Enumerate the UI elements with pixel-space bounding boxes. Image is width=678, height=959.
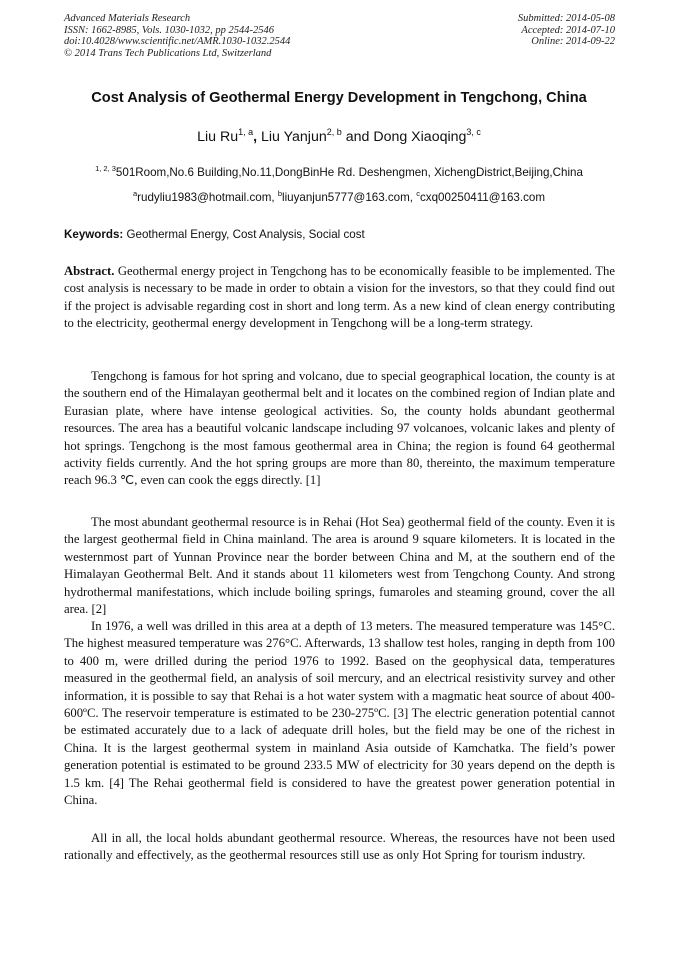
body-paragraph-3 <box>64 618 615 809</box>
journal-name: Advanced Materials Research <box>64 13 191 24</box>
author-2-affil: 2, b <box>326 127 342 137</box>
doi-line: doi:10.4028/www.scientific.net/AMR.1030-1032.2544 <box>64 36 291 48</box>
journal-info <box>64 13 290 59</box>
email-a: rudyliu1983@hotmail.com, <box>137 191 278 204</box>
email-b-marker: b <box>277 189 282 198</box>
email-a-marker: a <box>133 189 138 198</box>
author-1-name: Liu Ru <box>197 129 239 145</box>
email-b: liuyanjun5777@163.com, <box>282 191 417 204</box>
paper-title: Cost Analysis of Geothermal Energy Development in Tengchong, China <box>91 90 587 106</box>
keywords-text: Geothermal Energy, Cost Analysis, Social cost <box>123 228 365 241</box>
paragraph-text: Tengchong is famous for hot spring and volcano, due to special geographical location, the county is at the southern end of the Himalayan geothermal belt and it locates on the combined region of Indian plate and Eurasian plate, where have intense geological activities. So, the county holds abundant geothermal resources. The area has a beautiful volcanic landscape including 97 volcanoes, volcanic lakes and plenty of hot springs. Tengchong is the most famous geothermal area in China; the region is found 64 geothermal activity fields currently. And the hot spring groups are more than 80, thereinto, the maximum temperature reach 96.3 ℃, even can cook the eggs directly. [1] <box>64 369 615 488</box>
paragraph-text: The most abundant geothermal resource is in Rehai (Hot Sea) geothermal field of the county. Even it is the largest geothermal field in China mainland. The area is around 9 square kilometers. It is located in the westernmost part of Yunnan Province near the border between China and M, at the southern end of the Himalayan Geothermal Belt. And it stands about 11 kilometers west from Tengchong County. And strong hydrothermal manifestations, which include boiling springs, fumaroles and steaming ground, cover the all area. [2] <box>64 515 615 617</box>
keywords <box>64 228 616 241</box>
author-3-affil: 3, c <box>466 127 481 137</box>
author-3-name: Dong Xiaoqing <box>373 129 467 145</box>
author-2-name: Liu Yanjun <box>257 129 327 145</box>
affiliation-marker: 1, 2, 3 <box>95 164 116 173</box>
paragraph-text: In 1976, a well was drilled in this area at a depth of 13 meters. The measured temperature was 145°C. The highest measured temperature was 276°C. Afterwards, 13 shallow test holes, ranging in depth from 100 to 400 m, were drilled during the period 1976 to 1992. Based on the geophysical data, temperatures measured in the geothermal field, an analysis of soil mercury, and an electrical resistivity survey and other information, it is possible to say that Rehai is a hot water system with a magmatic heat source of about 400-600ºC. The reservoir temperature is estimated to be 230-275ºC. [3] The electric generation potential cannot be estimated accurately due to a lack of adequate drill holes, but the field may be one of the richest in China. It is the largest geothermal system in mainland Asia outside of Kamchatka. The field’s power generation potential is estimated to be ground 233.5 MW of electricity for 30 years depend on the depth is 1.5 km. [4] The Rehai geothermal field is considered to have the greatest power generation potential in China. <box>64 619 615 808</box>
abstract <box>64 263 615 333</box>
keywords-label: Keywords: <box>64 228 124 241</box>
author-separator: , <box>253 129 258 145</box>
accepted-date: Accepted: 2014-07-10 <box>521 24 615 36</box>
submitted-date: Submitted: 2014-05-08 <box>517 13 615 24</box>
body-paragraph-1 <box>64 368 615 490</box>
copyright-line: © 2014 Trans Tech Publications Ltd, Switzerland <box>64 47 272 59</box>
author-1-affil: 1, a <box>238 127 254 137</box>
email-c: cxq00250411@163.com <box>419 191 545 204</box>
abstract-label: Abstract. <box>64 264 115 278</box>
abstract-text: Geothermal energy project in Tengchong has to be economically feasible to be implemented. The cost analysis is necessary to be made in order to obtain a vision for the investors, so that they could find out if the project is advisable regarding cost in short and long term. As a new kind of clean energy contributing to the electricity, geothermal energy development in Tengchong will be a long-term strategy. <box>64 264 615 331</box>
author-list <box>0 129 678 145</box>
online-date: Online: 2014-09-22 <box>531 36 615 48</box>
body-paragraph-2 <box>64 514 615 618</box>
paragraph-text: All in all, the local holds abundant geothermal resource. Whereas, the resources have not been used rationally and effectively, as the geothermal resources still use as only Hot Spring for tourism industry. <box>64 831 615 863</box>
affiliation-address: 501Room,No.6 Building,No.11,DongBinHe Rd. Deshengmen, XichengDistrict,Beijing,China <box>115 166 583 179</box>
issn-line: ISSN: 1662-8985, Vols. 1030-1032, pp 2544-2546 <box>64 24 274 36</box>
affiliation <box>0 166 678 179</box>
submission-dates <box>518 13 615 48</box>
author-emails <box>0 191 678 204</box>
author-separator-and: and <box>341 129 374 145</box>
email-c-marker: c <box>416 189 420 198</box>
body-paragraph-4 <box>64 830 615 865</box>
